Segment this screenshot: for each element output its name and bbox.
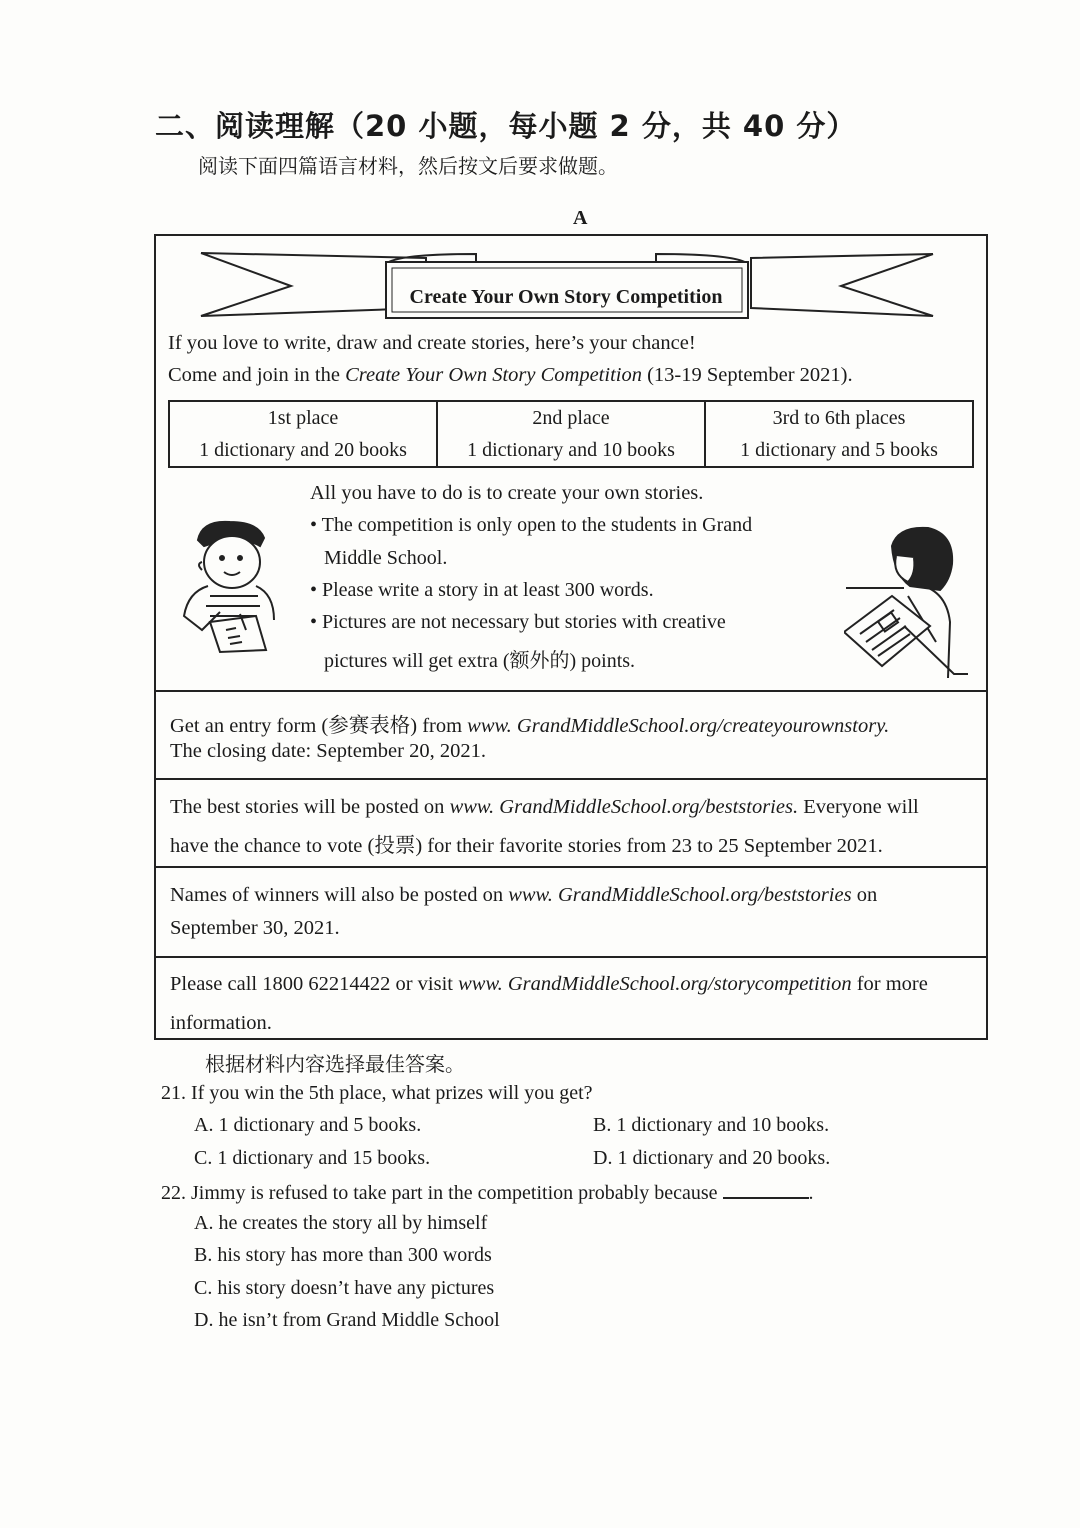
prize-table: [168, 400, 974, 468]
boy-writing-illustration: [180, 518, 280, 654]
winners-line-2: September 30, 2021.: [170, 917, 340, 939]
q21-option-a[interactable]: A. 1 dictionary and 5 books.: [194, 1114, 422, 1136]
best-stories-link[interactable]: www. GrandMiddleSchool.org/beststories.: [449, 796, 799, 818]
q22-option-b[interactable]: B. his story has more than 300 words: [194, 1244, 492, 1266]
answer-blank[interactable]: [723, 1179, 809, 1199]
entry-form-link[interactable]: www. GrandMiddleSchool.org/createyourownstory.: [467, 715, 890, 737]
rule-1-line-1: • The competition is only open to the students in Grand: [310, 514, 753, 536]
girl-drawing-illustration: [844, 524, 968, 680]
prize-reward: 1 dictionary and 5 books: [740, 439, 938, 461]
q22-option-d[interactable]: D. he isn’t from Grand Middle School: [194, 1309, 500, 1331]
intro-line-1: If you love to write, draw and create stories, here’s your chance!: [168, 332, 696, 354]
prize-place: 1st place: [267, 407, 339, 429]
intro-line-2: Come and join in the Create Your Own Story Competition (13-19 September 2021).: [168, 364, 853, 386]
advertisement-box: [154, 234, 988, 1040]
rule-3-line-1: • Pictures are not necessary but stories with creative: [310, 611, 726, 633]
rule-3-line-2: pictures will get extra (额外的) points.: [324, 650, 636, 672]
competition-name: Create Your Own Story Competition: [345, 364, 642, 386]
prize-reward: 1 dictionary and 10 books: [467, 439, 675, 461]
q22-option-c[interactable]: C. his story doesn’t have any pictures: [194, 1277, 495, 1299]
winners-line-1: Names of winners will also be posted on www. GrandMiddleSchool.org/beststories on: [170, 884, 878, 906]
best-stories-line-1: The best stories will be posted on www. GrandMiddleSchool.org/beststories. Everyone will: [170, 796, 919, 818]
q21-option-b[interactable]: B. 1 dictionary and 10 books.: [593, 1114, 830, 1136]
questions-prompt: 根据材料内容选择最佳答案。: [205, 1052, 465, 1076]
contact-link[interactable]: www. GrandMiddleSchool.org/storycompetition: [458, 973, 852, 995]
section-instructions: 阅读下面四篇语言材料，然后按文后要求做题。: [198, 154, 618, 178]
rule-1-line-2: Middle School.: [324, 547, 448, 569]
q21-option-c[interactable]: C. 1 dictionary and 15 books.: [194, 1147, 431, 1169]
contact-line-1: Please call 1800 62214422 or visit www. GrandMiddleSchool.org/storycompetition for more: [170, 973, 928, 995]
rule-2: • Please write a story in at least 300 words.: [310, 579, 654, 601]
prize-cell-2: [437, 401, 705, 467]
entry-form-line: Get an entry form (参赛表格) from www. GrandMiddleSchool.org/createyourownstory.: [170, 715, 890, 737]
prize-reward: 1 dictionary and 20 books: [199, 439, 407, 461]
q21-option-d[interactable]: D. 1 dictionary and 20 books.: [593, 1147, 831, 1169]
best-stories-line-2: have the chance to vote (投票) for their favorite stories from 23 to 25 September 2021.: [170, 835, 883, 857]
contact-line-2: information.: [170, 1012, 272, 1034]
prize-place: 3rd to 6th places: [772, 407, 906, 429]
passage-letter: A: [573, 207, 588, 229]
question-21-stem: 21. If you win the 5th place, what prizes will you get?: [161, 1082, 593, 1104]
prize-place: 2nd place: [532, 407, 610, 429]
section-heading: 二、阅读理解（20 小题，每小题 2 分，共 40 分）: [155, 109, 857, 143]
rules-intro: All you have to do is to create your own stories.: [310, 482, 704, 504]
winners-link[interactable]: www. GrandMiddleSchool.org/beststories: [508, 884, 852, 906]
prize-cell-3: [705, 401, 973, 467]
question-22-stem: 22. Jimmy is refused to take part in the competition probably because .: [161, 1179, 814, 1205]
competition-title: Create Your Own Story Competition: [409, 286, 723, 308]
prize-cell-1: [169, 401, 437, 467]
closing-date: The closing date: September 20, 2021.: [170, 740, 486, 762]
q22-option-a[interactable]: A. he creates the story all by himself: [194, 1212, 488, 1234]
